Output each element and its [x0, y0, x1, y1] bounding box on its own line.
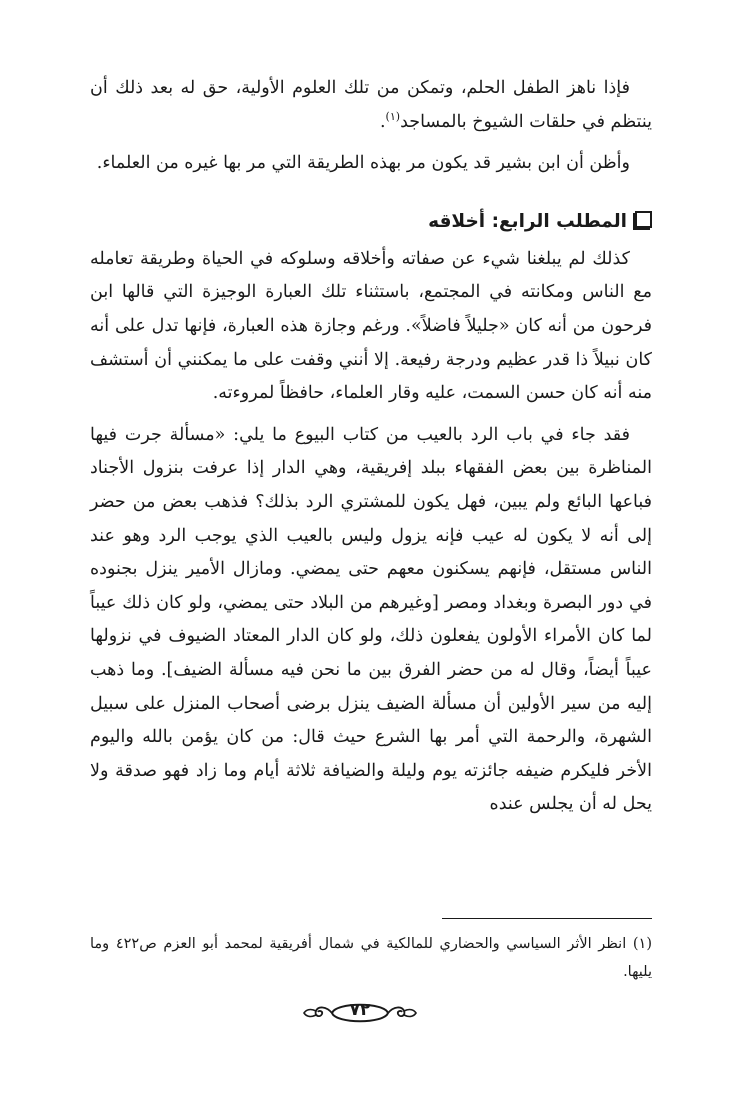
section-paragraph-2: فقد جاء في باب الرد بالعيب من كتاب البيوع ما يلي: «مسألة جرت فيها المناظرة بين بعض الفقهاء ببلد إفريقية، وهي الدار إذا عرفت بنزول الأجناد فباعها البائع ولم يبين، فهل يكون للمشتري الرد بذلك؟ فذهب بعض من حضر إلى أنه لا يكون له عيب فإنه يزول وليس بالعيب الذي يوجب الرد وهو عند الناس مستقل، فإنهم يسكنون معهم حتى يمضي. ومازال الأمير ينزل بجنوده في دور البصرة وبغداد ومصر [وغيرهم من البلاد حتى يمضي، ولو كان ذلك عيباً لما كان الأمراء الأولون يفعلون ذلك، ولو كان الدار المعتاد الضيوف في نزولها عيباً أيضاً، وقال له من حضر الفرق بين ما نحن فيه مسألة الضيف]. وما ذهب إليه من سير الأولين أن مسألة الضيف ينزل برضى أصحاب المنزل على سبيل الشهرة، والرحمة التي أمر بها الشرع حيث قال: من كان يؤمن بالله واليوم الأخر فليكرم ضيفه جائزته يوم وليلة والضيافة ثلاثة أيام وما زاد فهو صدقة ولا يحل له أن يجلس عنده — [90, 424, 652, 815]
checkbox-square-icon — [635, 211, 652, 228]
intro-paragraph-1-end: . — [379, 111, 386, 132]
intro-paragraph-1-text: فإذا ناهز الطفل الحلم، وتمكن من تلك العلوم الأولية، حق له بعد ذلك أن ينتظم في حلقات الشيوخ بالمساجد — [90, 78, 652, 132]
section-heading — [90, 207, 652, 237]
intro-paragraph-1 — [90, 72, 652, 139]
footnote-reference[interactable]: (١) — [385, 109, 401, 123]
page-number-ornament — [300, 996, 420, 1030]
footnote: (١) انظر الأثر السياسي والحضاري للمالكية في شمال أفريقية لمحمد أبو العزم ص٤٢٢ وما يليها. — [90, 936, 653, 980]
footnote-divider — [442, 918, 652, 919]
page-number: ٧٢ — [349, 1000, 371, 1020]
section-paragraph-1: كذلك لم يبلغنا شيء عن صفاته وأخلاقه وسلوكه في الحياة وطريقة تعامله مع الناس ومكانته في المجتمع، باستثناء تلك العبارة الوجيزة التي قالها ابن فرحون من أنه كان «جليلاً فاضلاً». ورغم وجازة هذه العبارة، فإنها تدل على أنه كان نبيلاً ذا قدر عظيم ودرجة رفيعة. إلا أنني وقفت على ما يمكنني أن أستشف منه أنه كان حسن السمت، عليه وقار العلماء، حافظاً لمروءته. — [90, 248, 652, 404]
section-heading-text: المطلب الرابع: أخلاقه — [428, 210, 627, 232]
main-text — [90, 72, 652, 822]
intro-paragraph-2: وأظن أن ابن بشير قد يكون مر بهذه الطريقة التي مر بها غيره من العلماء. — [96, 153, 630, 174]
